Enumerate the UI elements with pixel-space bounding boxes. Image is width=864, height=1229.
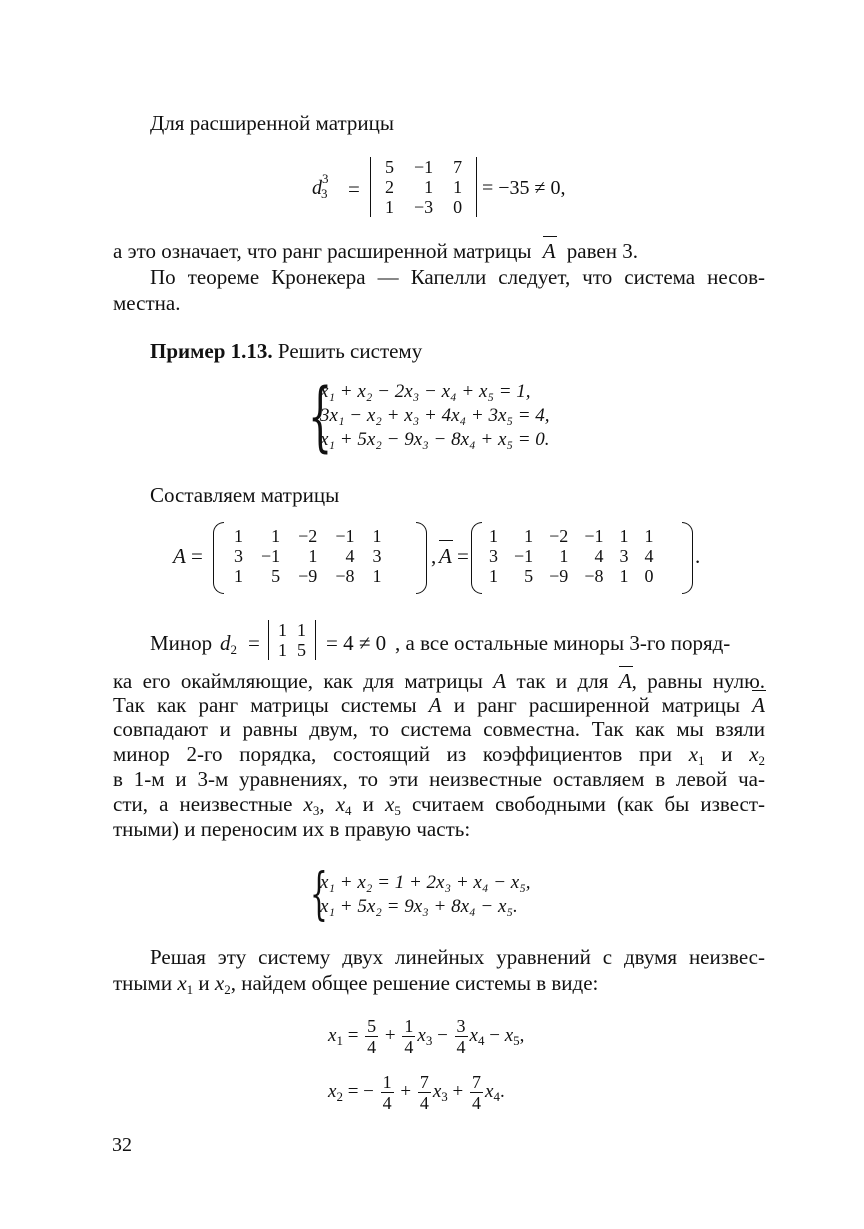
matrix-cell: 1 bbox=[308, 546, 318, 566]
text-line: минор 2-го порядка, состоящий из коэффициентов при $x_1$ и $x_2$ bbox=[113, 742, 766, 768]
minor-line: Минор $d_2$ = 1 1 1 5 = 4 ≠ 0 , а все остальные миноры 3-го поряд- bbox=[150, 620, 731, 660]
matrix-A-bar bbox=[481, 526, 661, 586]
matrix-cell: −9 bbox=[549, 566, 569, 586]
solution-x2: $x_2$ = − $\frac{1}{4}$ + $\frac{7}{4}$ $x_3$ + $\frac{7}{4}$ $x_4$. bbox=[328, 1072, 505, 1113]
solution-x1: $x_1$ = $\frac{5}{4}$ + $\frac{1}{4}$ $x_3$ − $\frac{3}{4}$ $x_4 - x_5$, bbox=[328, 1016, 525, 1057]
example-heading: Пример 1.13. Решить систему bbox=[150, 339, 423, 363]
matrix-A bbox=[225, 526, 390, 586]
matrix-cell: 1 bbox=[271, 526, 281, 546]
text-line: Составляем матрицы bbox=[150, 483, 340, 507]
matrix-cell: 5 bbox=[297, 640, 306, 660]
equation: x₁ + x₂ = 1 + 2x₃ + x₄ − x₅, bbox=[320, 872, 531, 893]
matrix-cell: −1 bbox=[584, 526, 604, 546]
matrix-cell: 0 bbox=[453, 197, 463, 217]
matrix-cell: 3 bbox=[489, 546, 498, 566]
text-line: тными $x_1$ и $x_2$, найдем общее решение системы в виде: bbox=[113, 971, 599, 997]
matrix-cell: −1 bbox=[514, 546, 534, 566]
matrix-cell: −9 bbox=[298, 566, 318, 586]
matrix-cell: 1 bbox=[234, 526, 243, 546]
matrix-cell: 3 bbox=[234, 546, 243, 566]
matrix-cell: 1 bbox=[619, 566, 629, 586]
matrix-cell: −3 bbox=[414, 197, 434, 217]
matrix-cell: 4 bbox=[345, 546, 355, 566]
matrix-cell: 1 bbox=[372, 566, 382, 586]
matrix-cell: −2 bbox=[298, 526, 318, 546]
matrix-cell: 3 bbox=[619, 546, 629, 566]
matrix-cell: 1 bbox=[278, 620, 287, 640]
text-line: тными) и переносим их в правую часть: bbox=[113, 817, 471, 841]
matrix-cell: 7 bbox=[453, 157, 463, 177]
matrix-cell: 4 bbox=[644, 546, 654, 566]
matrix-cell: 1 bbox=[644, 526, 654, 546]
text-line: совпадают и равны двум, то система совместна. Так как мы взяли bbox=[113, 717, 765, 741]
minor-table bbox=[273, 620, 311, 660]
matrix-cell: −1 bbox=[335, 526, 355, 546]
matrix-cell: 1 bbox=[234, 566, 243, 586]
matrix-cell: −1 bbox=[261, 546, 281, 566]
matrix-cell: 1 bbox=[559, 546, 569, 566]
determinant-table bbox=[375, 157, 472, 217]
matrix-cell: −8 bbox=[584, 566, 604, 586]
text-line: а это означает, что ранг расширенной матрицы A равен 3. bbox=[113, 238, 765, 264]
matrix-cell: 1 bbox=[372, 526, 382, 546]
matrix-cell: −2 bbox=[549, 526, 569, 546]
matrix-cell: 0 bbox=[644, 566, 654, 586]
matrix-cell: 5 bbox=[524, 566, 534, 586]
text-line: Решая эту систему двух линейных уравнений с двумя неизвес- bbox=[150, 945, 765, 969]
matrix-cell: 1 bbox=[619, 526, 629, 546]
matrix-cell: 2 bbox=[385, 177, 394, 197]
text-line: местна. bbox=[113, 291, 181, 315]
det-result: = −35 ≠ 0, bbox=[482, 177, 566, 199]
matrix-cell: 1 bbox=[524, 526, 534, 546]
equation: x₁ + 5x₂ = 9x₃ + 8x₄ − x₅. bbox=[320, 896, 518, 917]
equation: x₁ + x₂ − 2x₃ − x₄ + x₅ = 1, bbox=[320, 381, 531, 402]
text-line: По теореме Кронекера — Капелли следует, что система несов- bbox=[150, 265, 765, 289]
matrix-cell: 5 bbox=[271, 566, 281, 586]
matrix-cell: 1 bbox=[424, 177, 434, 197]
text-line: в 1-м и 3-м уравнениях, то эти неизвестные оставляем в левой ча- bbox=[113, 767, 765, 791]
matrix-cell: −8 bbox=[335, 566, 355, 586]
matrix-cell: 5 bbox=[385, 157, 394, 177]
matrix-cell: −1 bbox=[414, 157, 434, 177]
matrix-cell: 4 bbox=[594, 546, 604, 566]
page-number: 32 bbox=[112, 1134, 132, 1156]
text-line: сти, а неизвестные $x_3$, $x_4$ и $x_5$ считаем свободными (как бы извест- bbox=[113, 792, 766, 818]
matrix-cell: 1 bbox=[453, 177, 463, 197]
equation: 3x₁ − x₂ + x₃ + 4x₄ + 3x₅ = 4, bbox=[320, 405, 550, 426]
equation: x₁ + 5x₂ − 9x₃ − 8x₄ + x₅ = 0. bbox=[320, 429, 550, 450]
text-line: Для расширенной матрицы bbox=[150, 111, 394, 135]
matrix-cell: 1 bbox=[489, 566, 498, 586]
matrix-cell: 1 bbox=[297, 620, 306, 640]
text-line: ка его окаймляющие, как для матрицы A так и для A , равны нулю. bbox=[113, 668, 765, 694]
text-line: Так как ранг матрицы системы A и ранг расширенной матрицы A bbox=[113, 692, 765, 718]
matrix-cell: 1 bbox=[278, 640, 287, 660]
matrix-cell: 1 bbox=[385, 197, 394, 217]
matrix-cell: 1 bbox=[489, 526, 498, 546]
matrix-cell: 3 bbox=[372, 546, 382, 566]
